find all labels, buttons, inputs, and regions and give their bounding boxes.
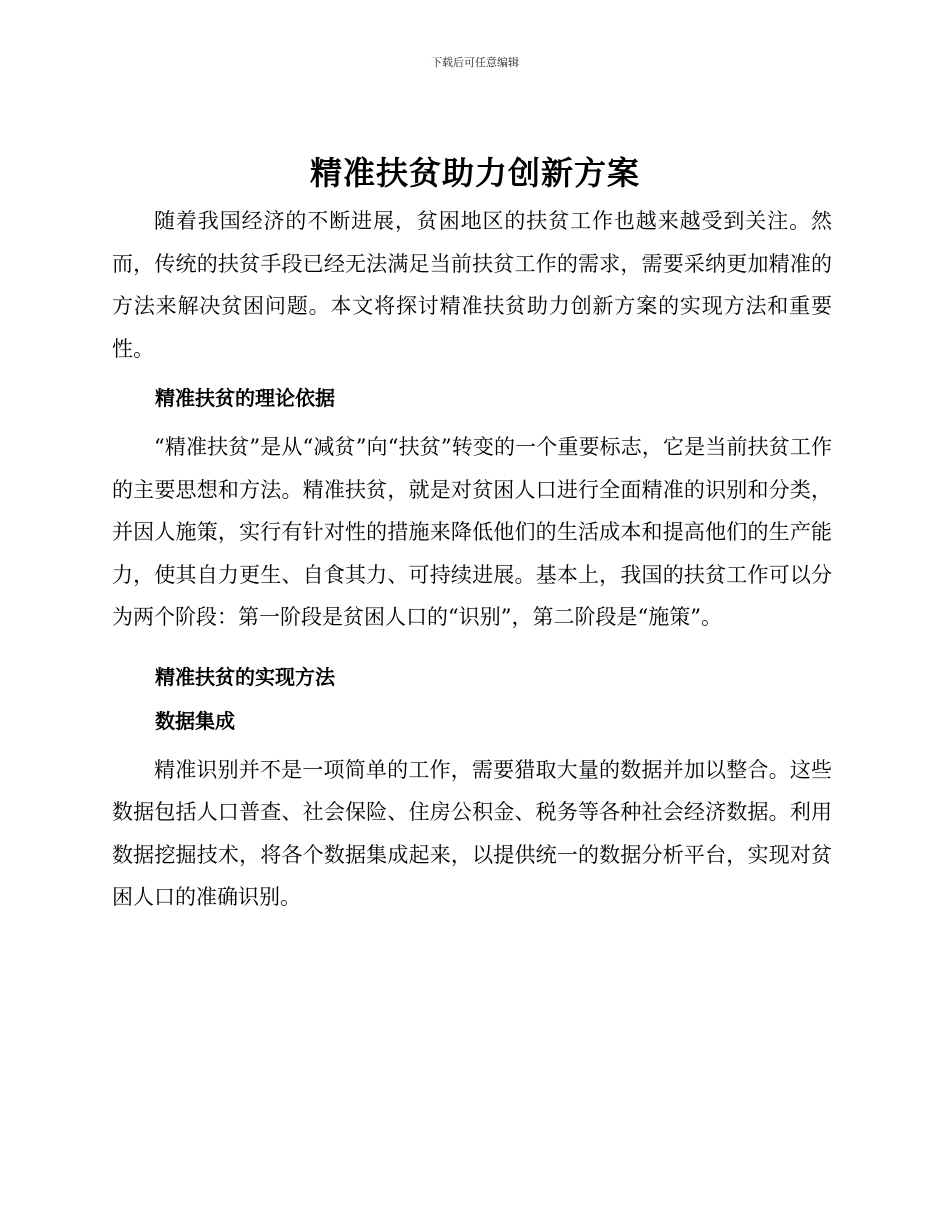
section-heading-theory: 精准扶贫的理论依据 bbox=[155, 386, 335, 410]
theory-paragraph: “精准扶贫”是从“减贫”向“扶贫”转变的一个重要标志，它是当前扶贫工作的主要思想和方法。精准扶贫，就是对贫困人口进行全面精准的识别和分类，并因人施策，实行有针对性的措施来降低他们的生活成本和提高他们的生产能力，使其自力更生、自食其力、可持续进展。基本上，我国的扶贫工作可以分为两个阶段：第一阶段是贫困人口的“识别”，第二阶段是“施策”。 bbox=[112, 435, 832, 629]
section-heading-methods: 精准扶贫的实现方法 bbox=[155, 664, 335, 689]
intro-paragraph: 随着我国经济的不断进展，贫困地区的扶贫工作也越来越受到关注。然而，传统的扶贫手段已经无法满足当前扶贫工作的需求，需要采纳更加精准的方法来解决贫困问题。本文将探讨精准扶贫助力创新方案的实现方法和重要性。 bbox=[112, 209, 832, 361]
subsection-heading-data-integration: 数据集成 bbox=[155, 708, 235, 733]
header-note: 下载后可任意编辑 bbox=[431, 56, 519, 69]
data-integration-paragraph: 精准识别并不是一项简单的工作，需要猎取大量的数据并加以整合。这些数据包括人口普查、社会保险、住房公积金、税务等各种社会经济数据。利用数据挖掘技术，将各个数据集成起来，以提供统一的数据分析平台，实现对贫困人口的准确识别。 bbox=[112, 757, 832, 909]
document-body bbox=[112, 200, 832, 919]
document-title: 精准扶贫助力创新方案 bbox=[309, 154, 640, 192]
